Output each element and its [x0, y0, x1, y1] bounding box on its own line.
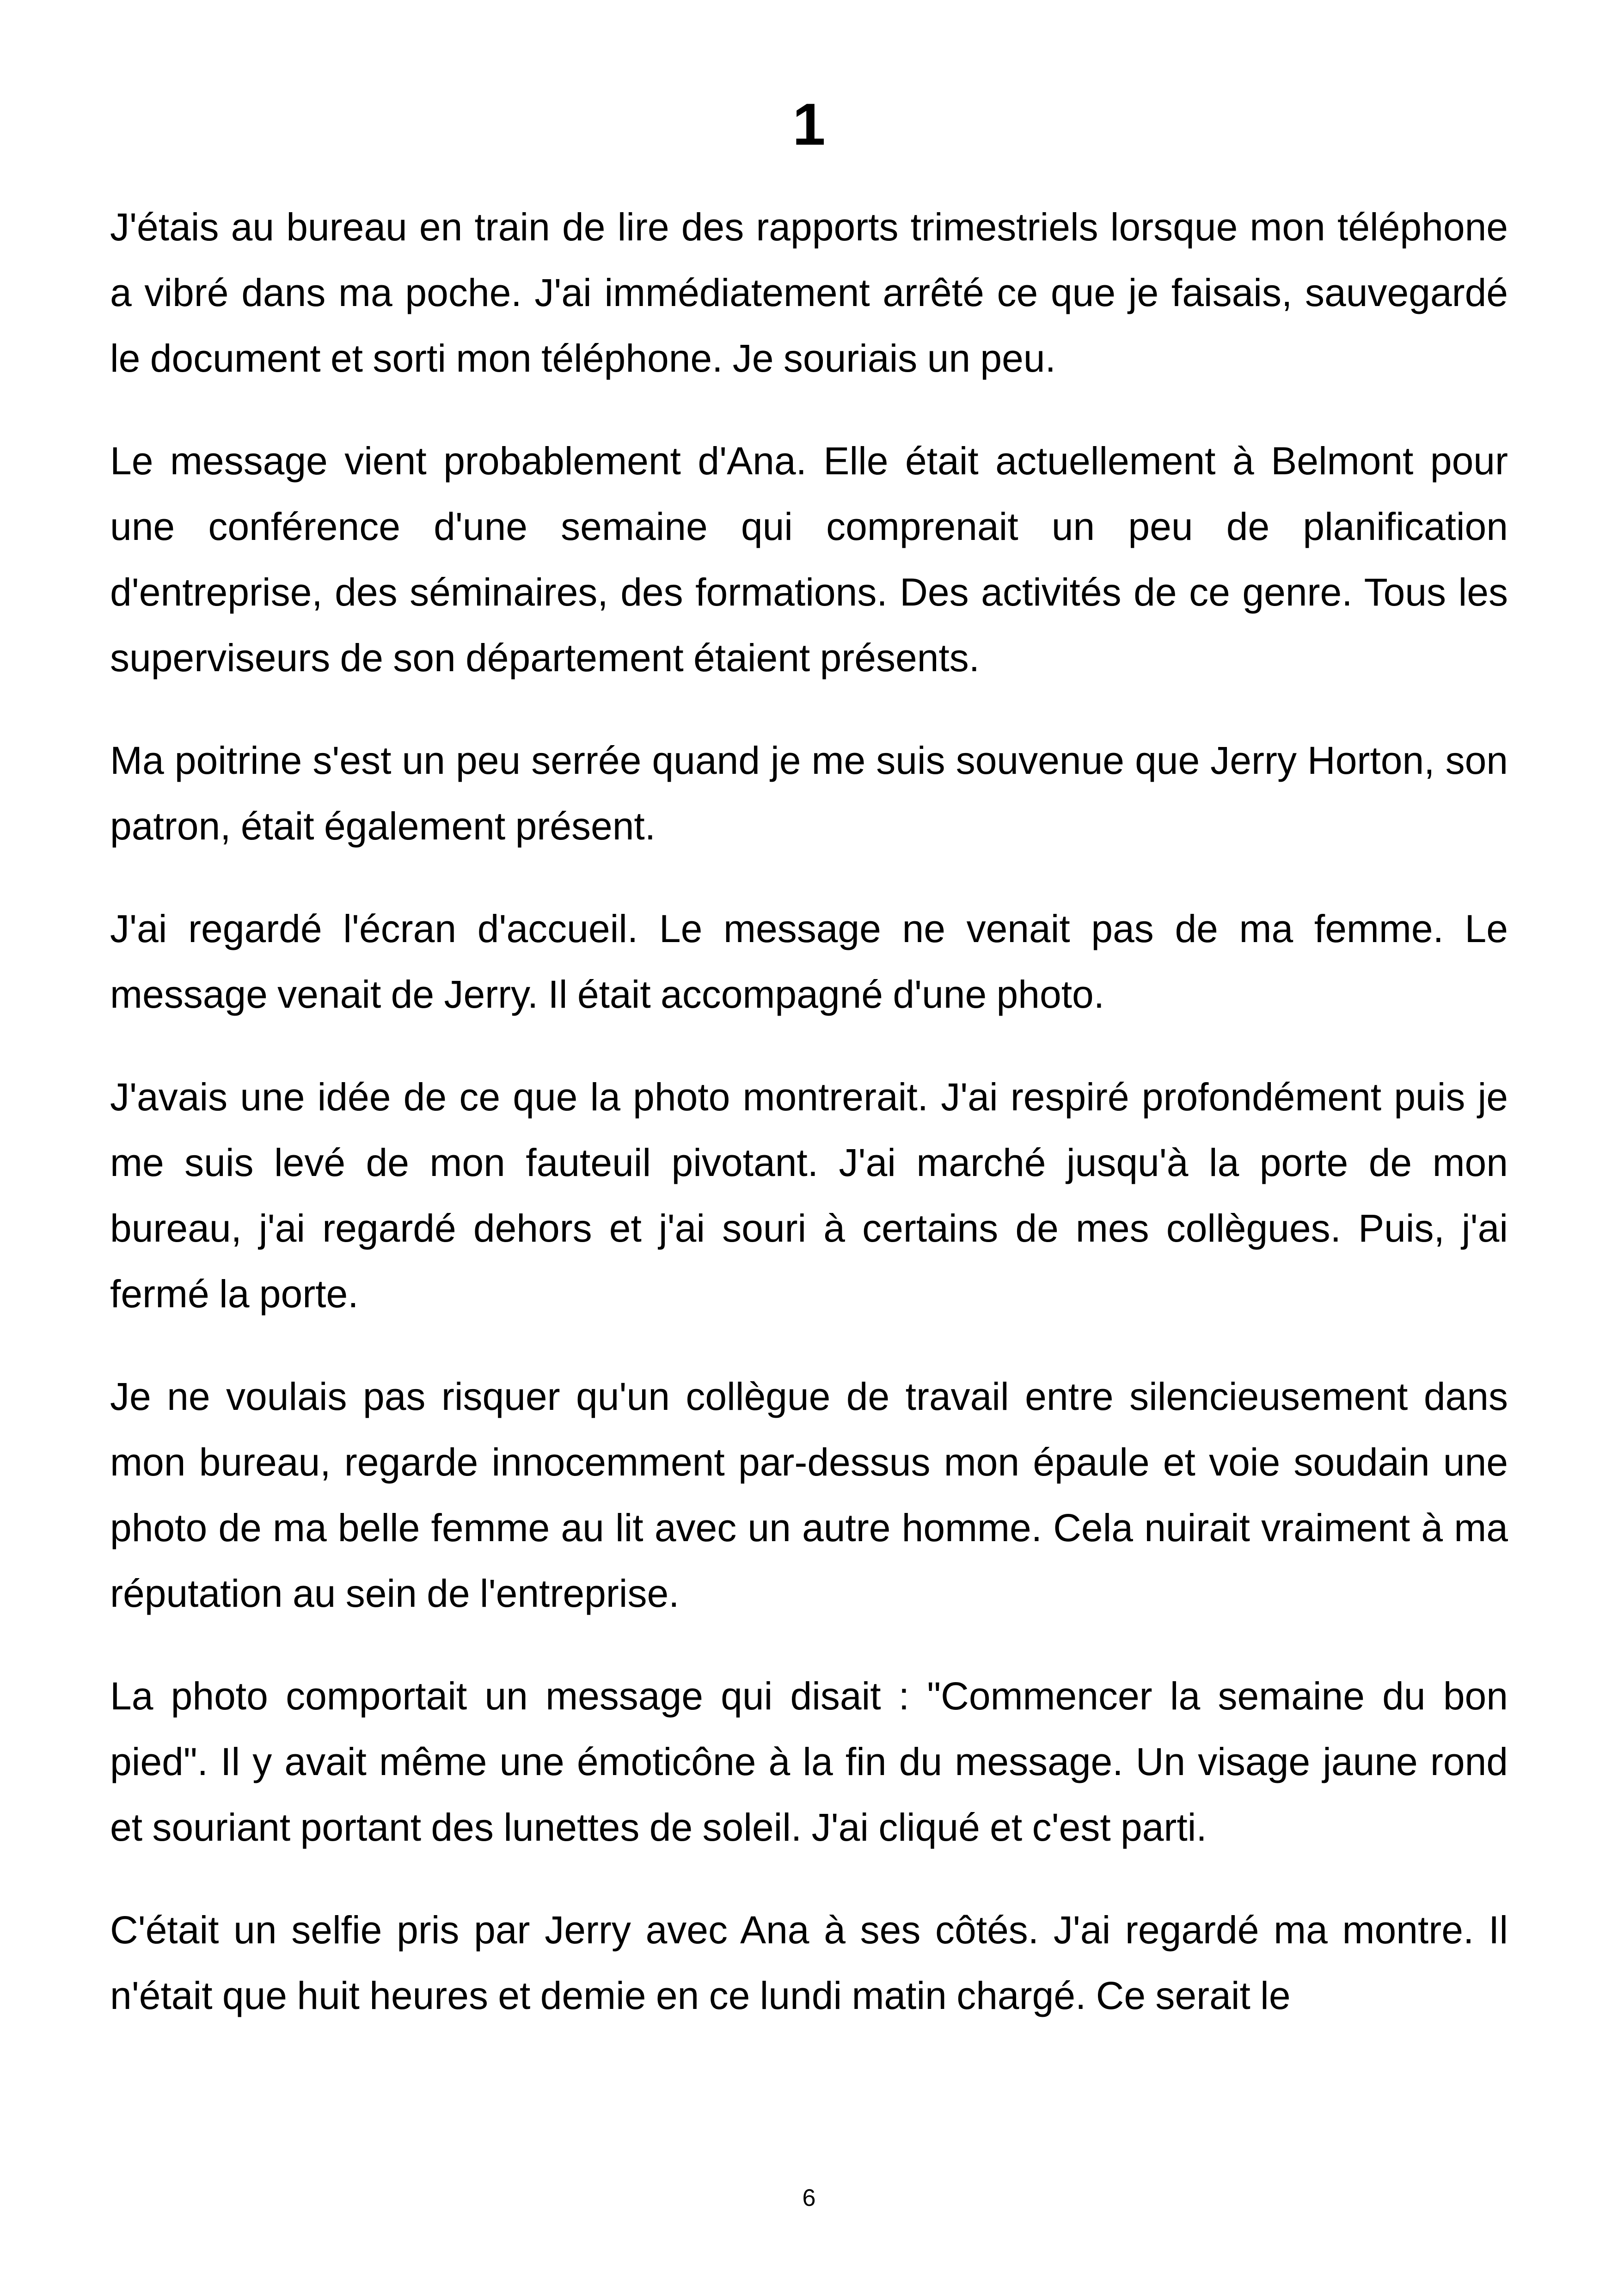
paragraph: La photo comportait un message qui disait : "Commencer la semaine du bon pied". Il y avait même une émoticône à la fin du message. Un visage jaune rond et souriant portant des lunettes de soleil. J'ai cliqué et c'est parti.: [110, 1674, 1508, 1849]
paragraph: J'ai regardé l'écran d'accueil. Le message ne venait pas de ma femme. Le message venait de Jerry. Il était accompagné d'une photo.: [110, 907, 1508, 1016]
paragraph: Ma poitrine s'est un peu serrée quand je me suis souvenue que Jerry Horton, son patron, était également présent.: [110, 739, 1508, 848]
paragraph: Le message vient probablement d'Ana. Elle était actuellement à Belmont pour une conférence d'une semaine qui comprenait un peu de planification d'entreprise, des séminaires, des formations. Des activités de ce genre. Tous les superviseurs de son département étaient présents.: [110, 439, 1508, 680]
body-text: [110, 194, 1508, 2065]
paragraph: C'était un selfie pris par Jerry avec Ana à ses côtés. J'ai regardé ma montre. Il n'était que huit heures et demie en ce lundi matin chargé. Ce serait le: [110, 1908, 1508, 2017]
paragraph: J'avais une idée de ce que la photo montrerait. J'ai respiré profondément puis je me suis levé de mon fauteuil pivotant. J'ai marché jusqu'à la porte de mon bureau, j'ai regardé dehors et j'ai souri à certains de mes collègues. Puis, j'ai fermé la porte.: [110, 1075, 1508, 1316]
chapter-number: 1: [792, 92, 826, 158]
paragraph: J'étais au bureau en train de lire des rapports trimestriels lorsque mon téléphone a vibré dans ma poche. J'ai immédiatement arrêté ce que je faisais, sauvegardé le document et sorti mon téléphone. Je souriais un peu.: [110, 205, 1508, 380]
page-number: 6: [802, 2185, 816, 2211]
paragraph: Je ne voulais pas risquer qu'un collègue de travail entre silencieusement dans mon bureau, regarde innocemment par-dessus mon épaule et voie soudain une photo de ma belle femme au lit avec un autre homme. Cela nuirait vraiment à ma réputation au sein de l'entreprise.: [110, 1375, 1508, 1615]
